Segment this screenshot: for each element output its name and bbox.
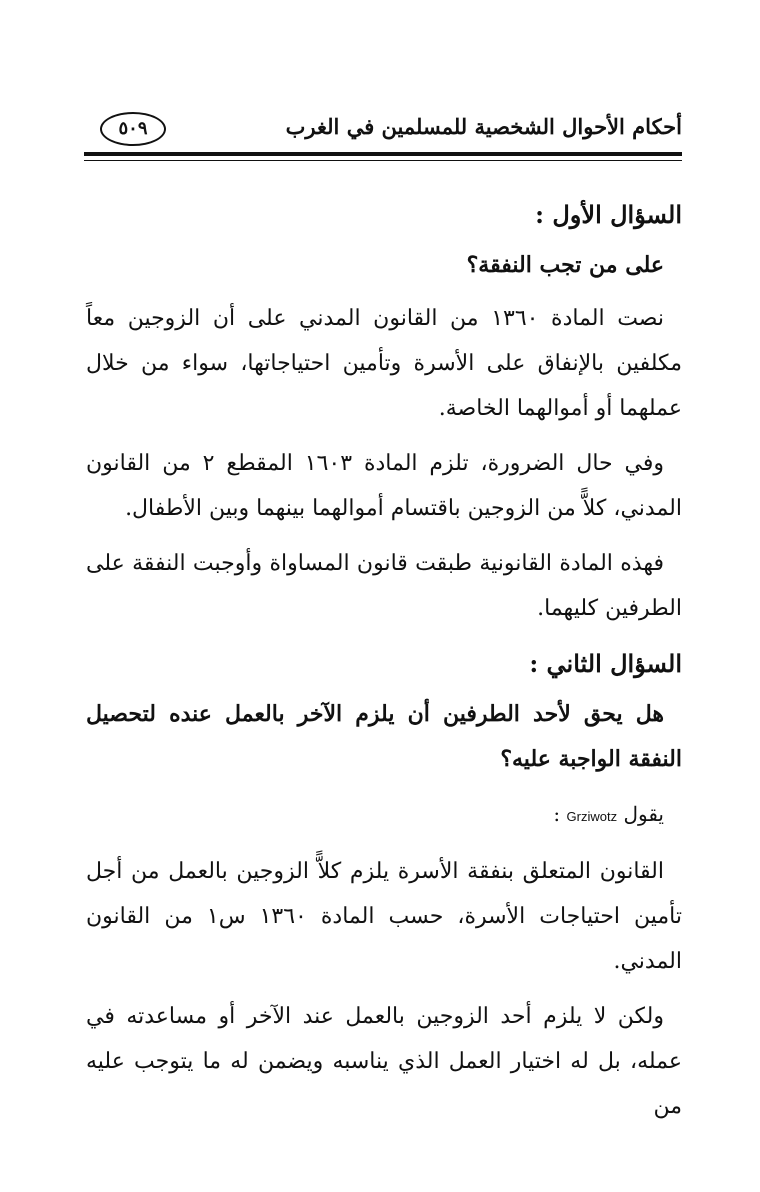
says-word: يقول bbox=[623, 802, 664, 826]
paragraph: وفي حال الضرورة، تلزم المادة ١٦٠٣ المقطع ٢ من القانون المدني، كلاًّ من الزوجين باقتسام أموالهما بينهما وبين الأطفال. bbox=[86, 451, 682, 521]
question-1-heading: السؤال الأول : bbox=[535, 200, 682, 229]
page-number: ٥٠٩ bbox=[100, 112, 166, 146]
header-rule-thick bbox=[84, 152, 682, 156]
page-body bbox=[86, 192, 682, 1139]
paragraph: القانون المتعلق بنفقة الأسرة يلزم كلاًّ الزوجين بالعمل من أجل تأمين احتياجات الأسرة، حسب المادة ١٣٦٠ س١ من القانون المدني. bbox=[86, 859, 682, 974]
paragraph: نصت المادة ١٣٦٠ من القانون المدني على أن الزوجين معاً مكلفين بالإنفاق على الأسرة وتأمين احتياجاتها، سواء من خلال عملهما أو أموالهما الخاصة. bbox=[86, 306, 682, 421]
page-header bbox=[84, 104, 682, 152]
attribution-colon: : bbox=[553, 802, 561, 826]
question-1-text: على من تجب النفقة؟ bbox=[466, 252, 664, 278]
running-title: أحكام الأحوال الشخصية للمسلمين في الغرب bbox=[285, 114, 682, 139]
attribution-line bbox=[86, 792, 682, 839]
author-name: Grziwotz bbox=[566, 809, 618, 824]
question-2-heading: السؤال الثاني : bbox=[529, 649, 682, 678]
question-2-text: هل يحق لأحد الطرفين أن يلزم الآخر بالعمل عنده لتحصيل النفقة الواجبة عليه؟ bbox=[86, 701, 682, 772]
paragraph: فهذه المادة القانونية طبقت قانون المساواة وأوجبت النفقة على الطرفين كليهما. bbox=[86, 551, 682, 621]
paragraph: ولكن لا يلزم أحد الزوجين بالعمل عند الآخر أو مساعدته في عمله، بل له اختيار العمل الذي يناسبه ويضمن له ما يتوجب عليه من bbox=[86, 1004, 682, 1119]
header-rule-thin bbox=[84, 160, 682, 161]
